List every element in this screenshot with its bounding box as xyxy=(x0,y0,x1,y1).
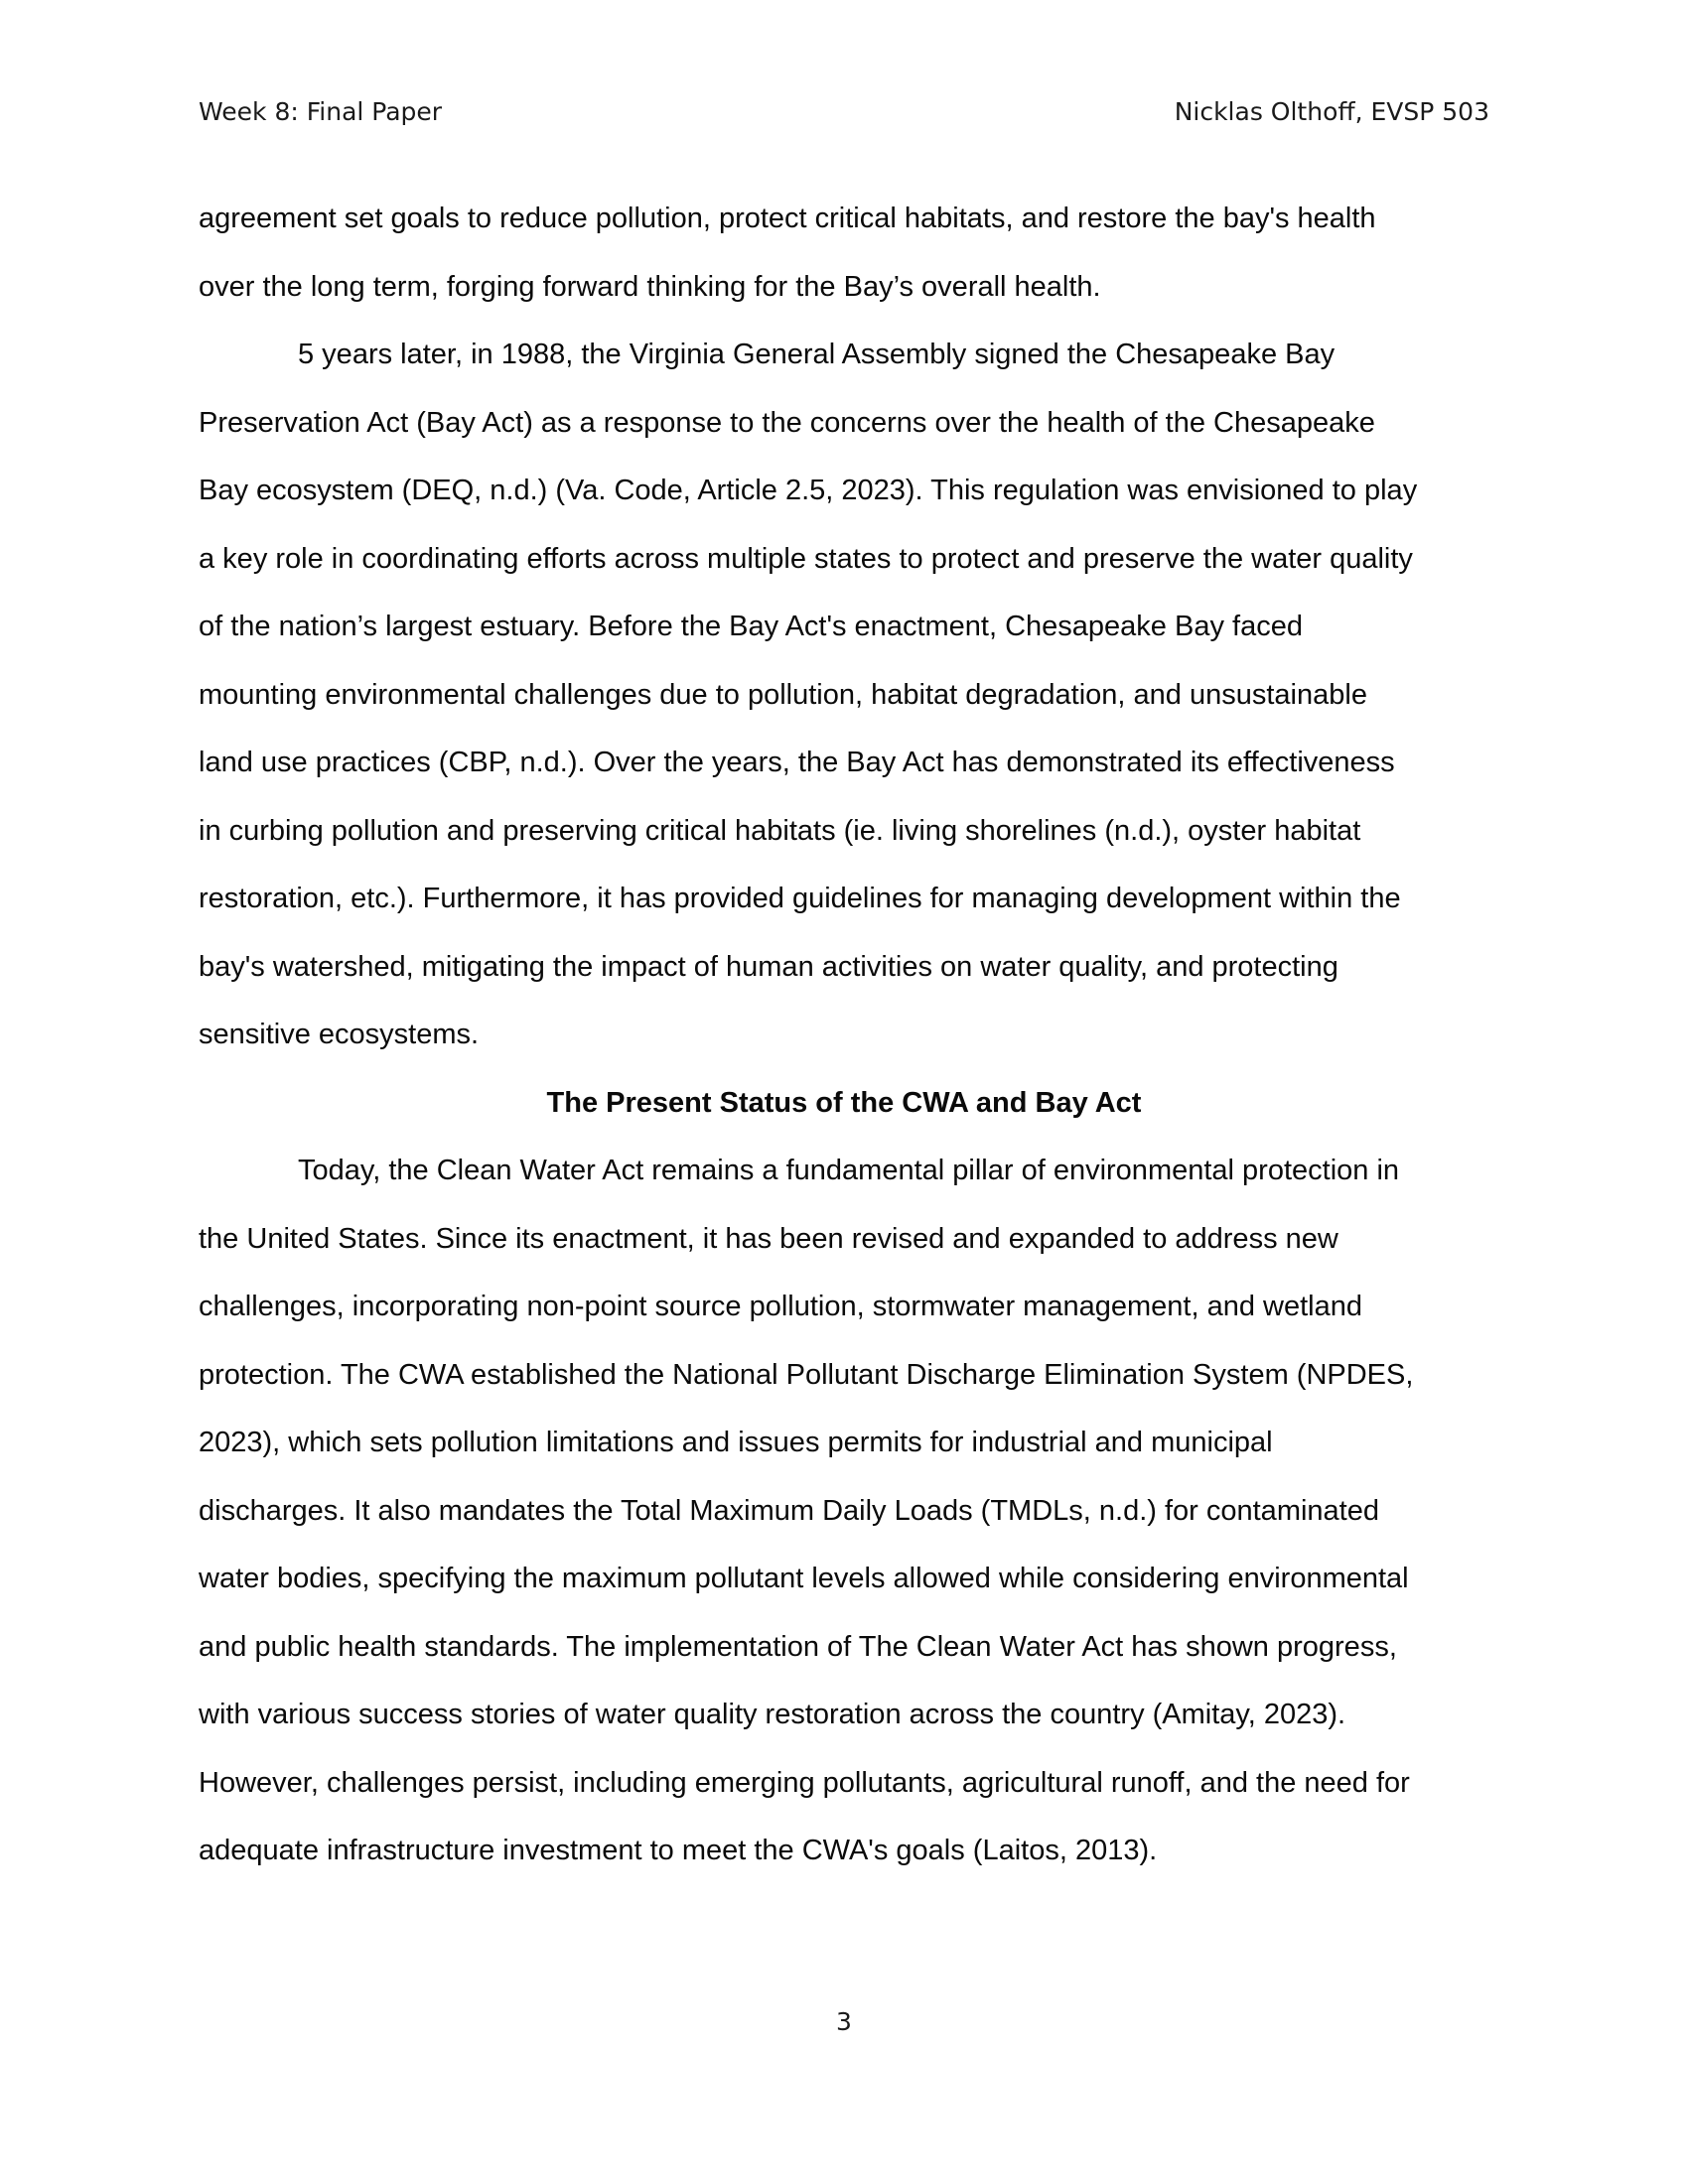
text-line: of the nation’s largest estuary. Before the Bay Act's enactment, Chesapeake Bay faced xyxy=(199,611,1303,642)
text-line: 5 years later, in 1988, the Virginia General Assembly signed the Chesapeake Bay xyxy=(298,339,1336,370)
text-line: Bay ecosystem (DEQ, n.d.) (Va. Code, Article 2.5, 2023). This regulation was envisioned to play xyxy=(199,475,1418,506)
text-line: 2023), which sets pollution limitations and issues permits for industrial and municipal xyxy=(199,1427,1273,1458)
text-line: a key role in coordinating efforts across multiple states to protect and preserve the water quality xyxy=(199,542,1413,575)
text-line: adequate infrastructure investment to meet the CWA's goals (Laitos, 2013). xyxy=(199,1835,1158,1866)
text-line: mounting environmental challenges due to pollution, habitat degradation, and unsustainable xyxy=(199,678,1367,711)
text-line: water bodies, specifying the maximum pollutant levels allowed while considering environmental xyxy=(199,1563,1409,1594)
text-line: protection. The CWA established the National Pollutant Discharge Elimination System (NPDES, xyxy=(199,1358,1414,1391)
paragraph-present-status xyxy=(199,1137,1489,1885)
header-left-title: Week 8: Final Paper xyxy=(199,97,443,126)
text-line: land use practices (CBP, n.d.). Over the years, the Bay Act has demonstrated its effectiveness xyxy=(199,747,1395,778)
text-line: discharges. It also mandates the Total Maximum Daily Loads (TMDLs, n.d.) for contaminated xyxy=(199,1494,1379,1527)
section-heading: The Present Status of the CWA and Bay Act xyxy=(546,1086,1142,1119)
document-body xyxy=(199,185,1489,1885)
text-line: over the long term, forging forward thinking for the Bay’s overall health. xyxy=(199,270,1101,303)
text-line: However, challenges persist, including emerging pollutants, agricultural runoff, and the need for xyxy=(199,1766,1410,1799)
paragraph-continuation xyxy=(199,185,1489,321)
text-line: and public health standards. The implementation of The Clean Water Act has shown progress, xyxy=(199,1630,1397,1663)
text-line: the United States. Since its enactment, it has been revised and expanded to address new xyxy=(199,1222,1338,1255)
paragraph-bay-act xyxy=(199,321,1489,1069)
text-line: Preservation Act (Bay Act) as a response to the concerns over the health of the Chesapeake xyxy=(199,406,1375,439)
text-line: sensitive ecosystems. xyxy=(199,1019,480,1050)
text-line: in curbing pollution and preserving critical habitats (ie. living shorelines (n.d.), oyster habitat xyxy=(199,814,1361,847)
text-line: with various success stories of water quality restoration across the country (Amitay, 2023). xyxy=(199,1699,1346,1730)
page-number: 3 xyxy=(836,2007,852,2036)
page-header xyxy=(199,97,1489,137)
text-line: bay's watershed, mitigating the impact of human activities on water quality, and protecting xyxy=(199,950,1338,983)
text-line: restoration, etc.). Furthermore, it has provided guidelines for managing development within the xyxy=(199,883,1401,914)
text-line: challenges, incorporating non-point source pollution, stormwater management, and wetland xyxy=(199,1291,1362,1322)
text-line: Today, the Clean Water Act remains a fundamental pillar of environmental protection in xyxy=(298,1155,1400,1186)
header-right-author: Nicklas Olthoff, EVSP 503 xyxy=(1174,97,1489,126)
text-line: agreement set goals to reduce pollution, protect critical habitats, and restore the bay's health xyxy=(199,203,1376,234)
